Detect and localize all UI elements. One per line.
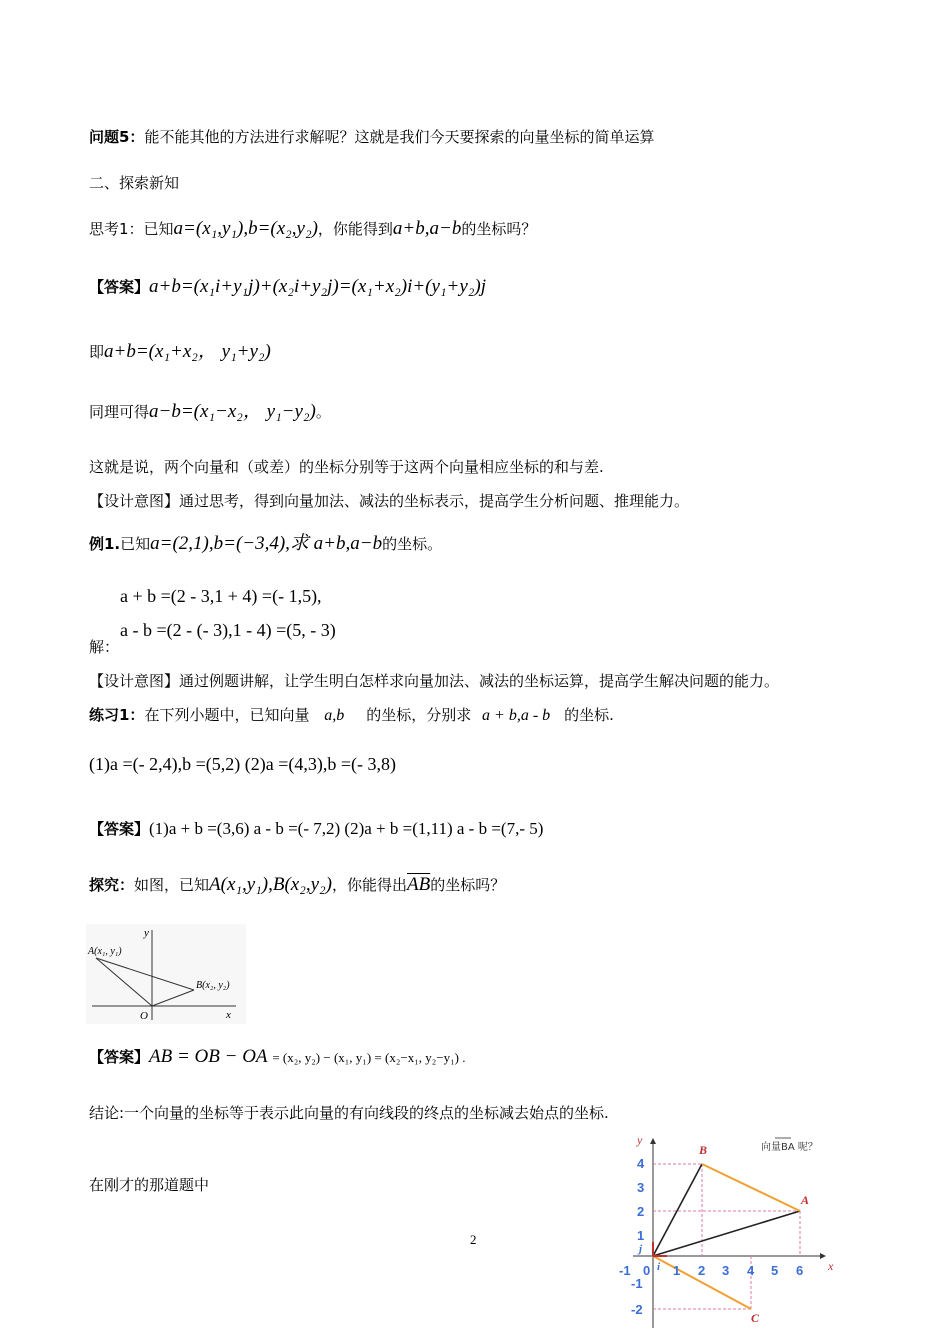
solution-label: 解： [89,638,120,656]
tick-origin: 0 [643,1263,651,1278]
practice-1-answer-text: (1)a + b =(3,6) a - b =(- 7,2) (2)a + b =(1,11) a - b =(7,- 5) [149,819,544,838]
practice-1-text1: 在下列小题中，已知向量 [144,706,310,724]
tick-y-4: 4 [637,1156,645,1171]
explore-label: 探究： [89,876,135,894]
explore-text2: ，你能得出 [331,876,407,894]
answer-vector-coords: = (x₂, y₂) − (x₁, y₁) = (x₂−x₁, y₂−y₁) . [272,1050,466,1065]
design-intent-2 [89,670,779,691]
problem-5 [89,126,654,147]
tick-x-2: 2 [698,1263,706,1278]
example-1-prefix: 已知 [120,535,151,553]
j-label: j [639,1243,643,1255]
last-line: 在刚才的那道题中 [89,1176,210,1194]
problem-5-label: 问题5： [89,128,145,146]
example-1-formula: a=(2,1),b=(−3,4),求 a+b,a−b [150,533,383,554]
tick-y-2: 2 [637,1204,645,1219]
figure-ab-bg [86,924,246,1024]
explore [89,874,505,896]
ba-question: 向量BA 呢？ [761,1142,818,1153]
design-1-text: 通过思考，得到向量加法、减法的坐标表示，提高学生分析问题、推理能力。 [179,492,690,510]
tick-y-1: 1 [637,1228,645,1243]
tick-x-3: 3 [722,1263,730,1278]
practice-1-expr: a + b,a - b [482,707,551,724]
tongli-formula: a−b=(x₁−x₂， y₁−y₂) [149,401,316,422]
tick-x-4: 4 [747,1263,755,1278]
practice-1-text2: 的坐标，分别求 [366,706,472,724]
conclusion-1: 这就是说，两个向量和（或差）的坐标分别等于这两个向量相应坐标的和与差. [89,458,604,476]
think-1-prefix: 思考1：已知 [89,220,174,238]
practice-1-ab: a,b [324,707,345,724]
tongli-line [89,396,331,423]
y-axis-arrow [650,1138,656,1144]
label-a: A(x₁, y₁) [88,946,122,957]
explore-text1: 如图，已知 [134,876,210,894]
example-1 [89,528,442,555]
think-1-mid: ，你能得到 [317,220,393,238]
practice-1-label: 练习1： [89,706,145,724]
tick-neg-x: -1 [619,1263,631,1278]
ji-line [89,336,271,363]
figure-ab [86,924,246,1024]
vector-oa [653,1211,800,1256]
ji-formula: a+b=(x₁+x₂， y₁+y₂) [104,341,271,362]
design-2-text: 通过例题讲解，让学生明白怎样求向量加法、减法的坐标运算，提高学生解决问题的能力。 [179,672,780,690]
practice-1-answer [89,818,543,839]
explore-text3: 的坐标吗？ [430,876,506,894]
vector-ob [653,1164,702,1256]
example-1-suffix: 的坐标。 [382,535,443,553]
y-label: y [637,1133,643,1147]
point-a-label: A [801,1193,810,1207]
label-b: B(x₂, y₂) [196,980,230,991]
tick-x-6: 6 [796,1263,804,1278]
section-heading: 二、探索新知 [89,174,180,192]
answer-vector [89,1046,465,1068]
ji-label: 即 [89,343,105,361]
figure-coordinate-plot [615,1128,845,1342]
answer-1 [89,276,486,298]
page-number: 2 [470,1232,477,1247]
conclusion-2: 结论:一个向量的坐标等于表示此向量的有向线段的终点的坐标减去始点的坐标. [89,1104,609,1122]
answer-label: 【答案】 [89,278,150,296]
answer-vector-formula: AB = OB − OA [149,1046,268,1067]
think-1-suffix: 的坐标吗？ [461,220,537,238]
practice-1-questions: (1)a =(- 2,4),b =(5,2) (2)a =(4,3),b =(- 3,8) [89,754,397,774]
answer-1-formula: a+b=(x₁i+y₁j)+(x₂i+y₂j)=(x₁+x₂)i+(y₁+y₂)j [149,276,487,297]
solution-eq-2: a - b =(2 - (- 3),1 - 4) =(5, - 3) [120,620,336,640]
x-label: x [828,1259,834,1273]
vector-ba [702,1164,800,1211]
tongli-end: 。 [315,403,331,421]
solution-eq-1: a + b =(2 - 3,1 + 4) =(- 1,5), [120,586,322,606]
think-1-formula: a=(x₁,y₁),b=(x₂,y₂) [173,218,318,239]
tick-y-neg1: -1 [631,1276,643,1291]
x-axis-arrow [820,1253,826,1259]
point-c-label: C [751,1311,760,1325]
think-1-formula2: a+b,a−b [392,218,462,239]
tick-x-1: 1 [673,1263,681,1278]
label-o: O [140,1010,148,1022]
tick-y-neg2: -2 [631,1302,643,1317]
point-b-label: B [699,1143,708,1157]
tongli-label: 同理可得 [89,403,150,421]
tick-y-3: 3 [637,1180,645,1195]
explore-formula: A(x₁,y₁),B(x₂,y₂) [209,874,332,895]
answer-label: 【答案】 [89,1048,150,1066]
practice-1-text3: 的坐标. [564,706,614,724]
answer-label: 【答案】 [89,820,150,838]
problem-5-text: 能不能其他的方法进行求解呢？这就是我们今天要探索的向量坐标的简单运算 [144,128,655,146]
design-2-label: 【设计意图】 [89,672,180,690]
explore-vec: $\overline{AB}$ [406,874,431,895]
think-1 [89,218,536,240]
i-label: i [657,1261,661,1273]
example-1-label: 例1. [89,535,121,553]
tick-x-5: 5 [771,1263,779,1278]
label-y: y [144,927,149,939]
label-x: x [226,1009,231,1021]
design-intent-1 [89,490,689,511]
design-1-label: 【设计意图】 [89,492,180,510]
practice-1 [89,704,614,725]
